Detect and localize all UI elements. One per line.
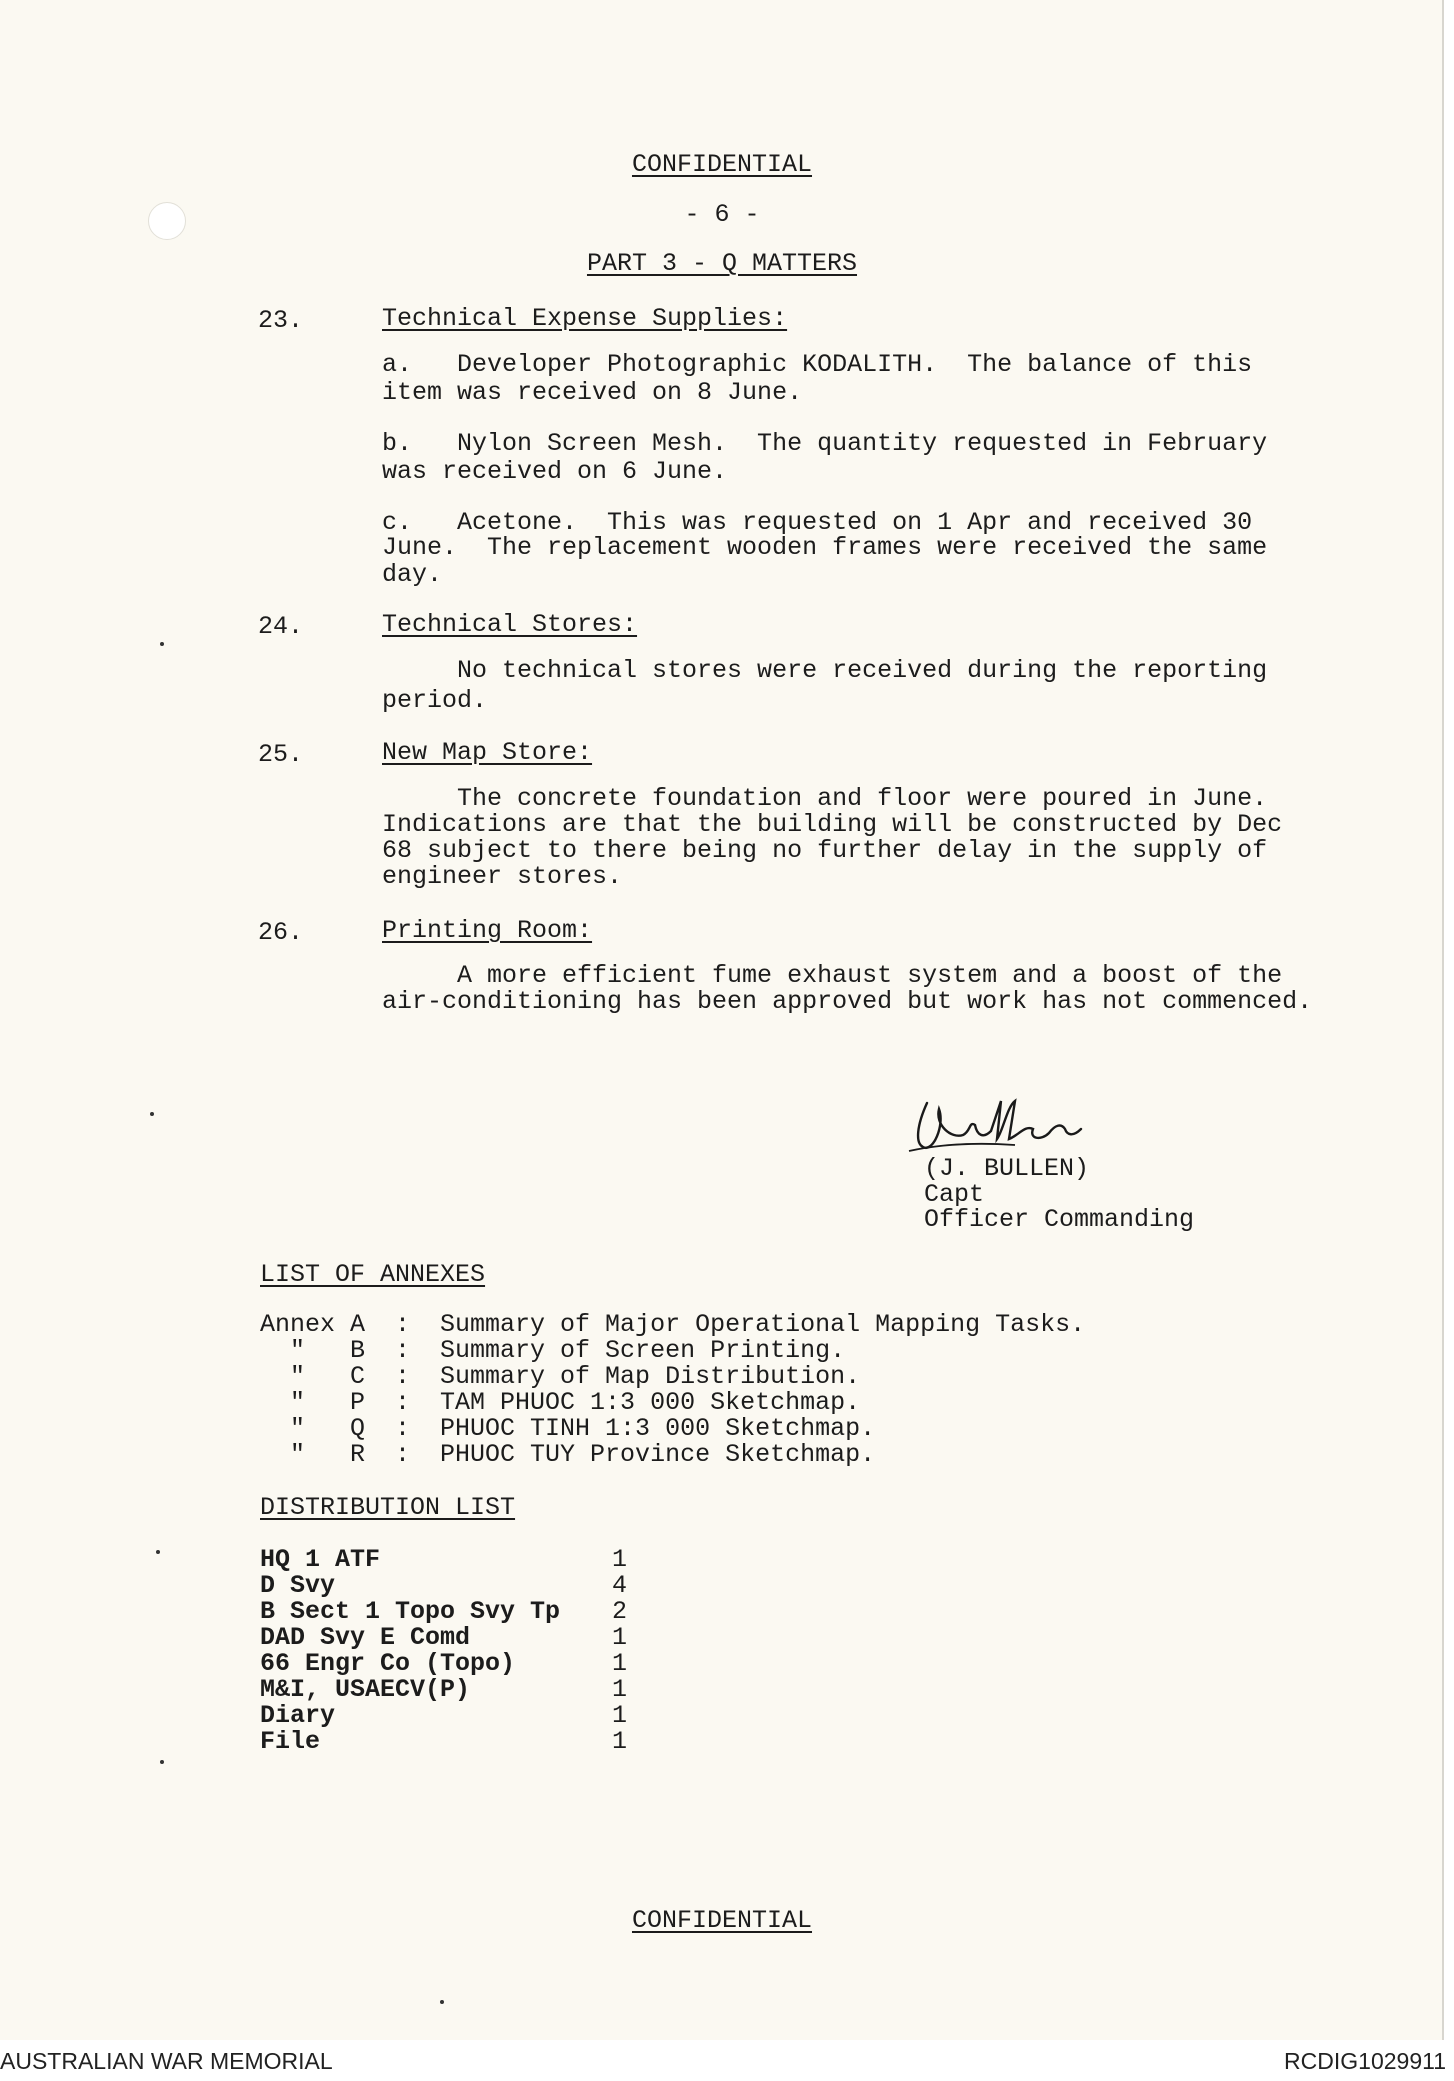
signatory-rank: Capt <box>924 1180 985 1209</box>
distribution-addressee: File <box>260 1727 321 1756</box>
archive-credit: AUSTRALIAN WAR MEMORIAL <box>0 2048 333 2074</box>
page-number: - 6 - <box>684 200 760 229</box>
distribution-addressee: HQ 1 ATF <box>260 1545 381 1574</box>
distribution-addressee: D Svy <box>260 1571 336 1600</box>
annex-item: " B : Summary of Screen Printing. <box>260 1336 846 1365</box>
distribution-addressee: M&I, USAECV(P) <box>260 1675 471 1704</box>
annex-item: " P : TAM PHUOC 1:3 000 Sketchmap. <box>260 1388 861 1417</box>
paragraph-heading: New Map Store: <box>382 738 593 767</box>
paragraph-line: was received on 6 June. <box>382 457 728 486</box>
scan-speck <box>160 1760 164 1764</box>
archive-reference: RCDIG1029911 <box>1284 2048 1446 2074</box>
distribution-heading: DISTRIBUTION LIST <box>260 1493 516 1522</box>
annexes-heading: LIST OF ANNEXES <box>260 1260 486 1289</box>
distribution-addressee: Diary <box>260 1701 336 1730</box>
annex-item: Annex A : Summary of Major Operational Mapping Tasks. <box>260 1310 1086 1339</box>
distribution-quantity: 1 <box>612 1623 628 1652</box>
annex-item: " Q : PHUOC TINH 1:3 000 Sketchmap. <box>260 1414 876 1443</box>
paragraph-line: A more efficient fume exhaust system and a boost of the <box>382 961 1283 990</box>
classification-header: CONFIDENTIAL <box>631 150 813 179</box>
paragraph-line: engineer stores. <box>382 862 623 891</box>
annex-item: " R : PHUOC TUY Province Sketchmap. <box>260 1440 876 1469</box>
paragraph-line: period. <box>382 686 488 715</box>
scan-speck <box>150 1112 154 1116</box>
distribution-addressee: 66 Engr Co (Topo) <box>260 1649 516 1678</box>
paragraph-line: c. Acetone. This was requested on 1 Apr and received 30 <box>382 508 1253 537</box>
paragraph-line: No technical stores were received during the reporting <box>382 656 1268 685</box>
distribution-quantity: 2 <box>612 1597 628 1626</box>
scan-speck <box>160 642 164 646</box>
paragraph-line: 68 subject to there being no further delay in the supply of <box>382 836 1268 865</box>
paragraph-line: air-conditioning has been approved but work has not commenced. <box>382 987 1313 1016</box>
paragraph-heading: Printing Room: <box>382 916 593 945</box>
paragraph-number: 25. <box>258 740 304 769</box>
distribution-quantity: 1 <box>612 1675 628 1704</box>
paragraph-line: The concrete foundation and floor were poured in June. <box>382 784 1268 813</box>
paragraph-line: Indications are that the building will be constructed by Dec <box>382 810 1283 839</box>
distribution-addressee: DAD Svy E Comd <box>260 1623 471 1652</box>
paragraph-line: day. <box>382 560 443 589</box>
distribution-quantity: 4 <box>612 1571 628 1600</box>
scan-speck <box>156 1550 160 1554</box>
distribution-quantity: 1 <box>612 1727 628 1756</box>
part-title: PART 3 - Q MATTERS <box>586 249 858 278</box>
paragraph-line: b. Nylon Screen Mesh. The quantity requested in February <box>382 429 1268 458</box>
paragraph-heading: Technical Expense Supplies: <box>382 304 788 333</box>
distribution-quantity: 1 <box>612 1649 628 1678</box>
signatory-appointment: Officer Commanding <box>924 1205 1195 1234</box>
distribution-quantity: 1 <box>612 1545 628 1574</box>
paragraph-number: 24. <box>258 612 304 641</box>
paragraph-heading: Technical Stores: <box>382 610 638 639</box>
signatory-name: (J. BULLEN) <box>924 1154 1090 1183</box>
paragraph-line: item was received on 8 June. <box>382 378 803 407</box>
distribution-quantity: 1 <box>612 1701 628 1730</box>
annex-item: " C : Summary of Map Distribution. <box>260 1362 861 1391</box>
classification-footer: CONFIDENTIAL <box>631 1906 813 1935</box>
scan-speck <box>440 2000 444 2004</box>
paragraph-number: 26. <box>258 918 304 947</box>
paragraph-number: 23. <box>258 306 304 335</box>
paragraph-line: a. Developer Photographic KODALITH. The balance of this <box>382 350 1253 379</box>
distribution-addressee: B Sect 1 Topo Svy Tp <box>260 1597 561 1626</box>
paragraph-line: June. The replacement wooden frames were received the same <box>382 533 1268 562</box>
